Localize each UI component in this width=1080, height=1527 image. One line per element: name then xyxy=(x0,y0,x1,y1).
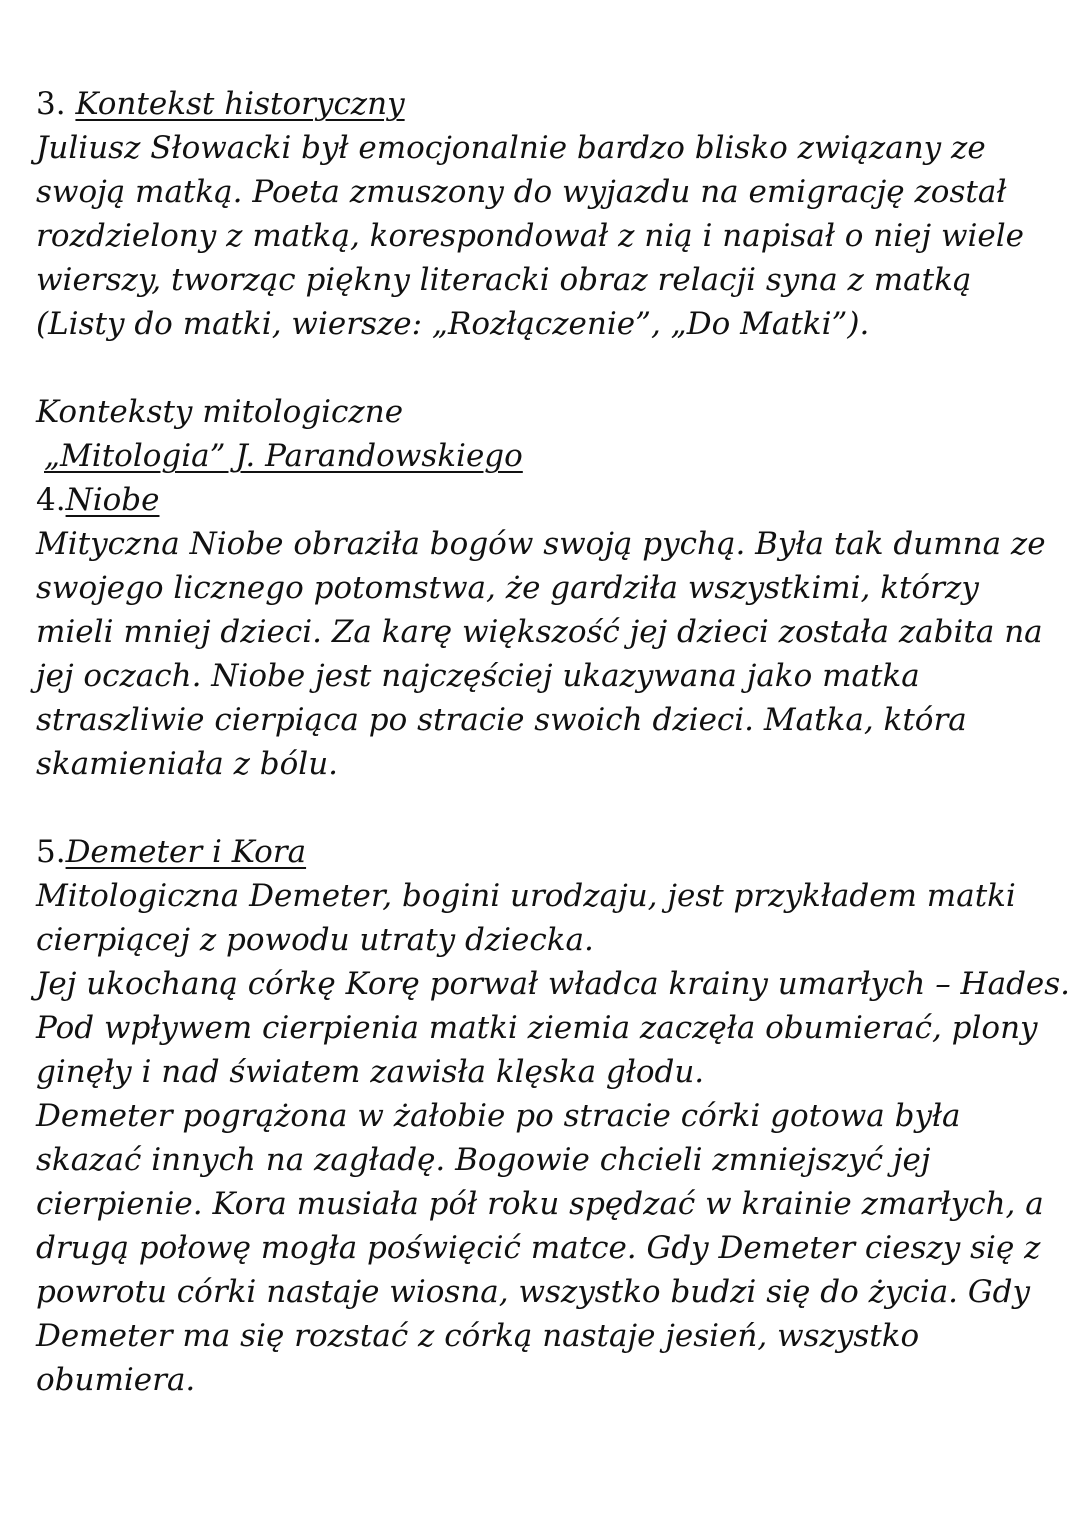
section-5-line: drugą połowę mogła poświęcić matce. Gdy Demeter cieszy się z xyxy=(36,1230,1041,1266)
paragraph-spacer xyxy=(36,346,1056,390)
section-3-body xyxy=(36,126,1056,346)
section-5-line: Demeter ma się rozstać z córką nastaje jesień, wszystko xyxy=(36,1318,920,1354)
section-3-line: rozdzielony z matką, korespondował z nią i napisał o niej wiele xyxy=(36,218,1025,254)
section-4-line: Mityczna Niobe obraziła bogów swoją pychą. Była tak dumna ze xyxy=(36,526,1046,562)
section-5-line: skazać innych na zagładę. Bogowie chcieli zmniejszyć jej xyxy=(36,1142,931,1178)
section-4-title: Niobe xyxy=(65,482,160,518)
section-3-number: 3. xyxy=(36,86,76,122)
section-5-line: Mitologiczna Demeter, bogini urodzaju, jest przykładem matki xyxy=(36,878,1016,914)
section-5-heading xyxy=(36,830,1056,874)
section-5-line: Jej ukochaną córkę Korę porwał władca krainy umarłych – Hades. xyxy=(36,966,1071,1002)
myth-source-title: „Mitologia” J. Parandowskiego xyxy=(44,438,523,474)
myth-contexts-heading: Konteksty mitologiczne xyxy=(36,394,404,430)
section-3-line: Juliusz Słowacki był emocjonalnie bardzo blisko związany ze xyxy=(36,130,986,166)
section-5-title: Demeter i Kora xyxy=(65,834,307,870)
section-5-body xyxy=(36,874,1071,1402)
section-4-line: skamieniała z bólu. xyxy=(36,746,339,782)
section-5-line: Demeter pogrążona w żałobie po stracie córki gotowa była xyxy=(36,1098,961,1134)
section-3-heading xyxy=(36,82,1056,126)
section-5-line: ginęły i nad światem zawisła klęska głodu. xyxy=(36,1054,705,1090)
section-4-line: straszliwie cierpiąca po stracie swoich dzieci. Matka, która xyxy=(36,702,967,738)
section-5-line: cierpienie. Kora musiała pół roku spędzać w krainie zmarłych, a xyxy=(36,1186,1044,1222)
section-4-heading xyxy=(36,478,1056,522)
myth-source-line xyxy=(36,434,1056,478)
section-3-line: swoją matką. Poeta zmuszony do wyjazdu na emigrację został xyxy=(36,174,1007,210)
paragraph-spacer xyxy=(36,786,1056,830)
section-5-line: cierpiącej z powodu utraty dziecka. xyxy=(36,922,594,958)
section-4-line: jej oczach. Niobe jest najczęściej ukazywana jako matka xyxy=(36,658,920,694)
section-4-line: mieli mniej dzieci. Za karę większość jej dzieci została zabita na xyxy=(36,614,1043,650)
document-page xyxy=(36,82,1071,1402)
section-4-body xyxy=(36,522,1056,786)
section-3-line: wierszy, tworząc piękny literacki obraz relacji syna z matką xyxy=(36,262,972,298)
section-4-number: 4. xyxy=(36,482,66,518)
section-5-line: Pod wpływem cierpienia matki ziemia zaczęła obumierać, plony xyxy=(36,1010,1038,1046)
section-3-line: (Listy do matki, wiersze: „Rozłączenie”, „Do Matki”). xyxy=(36,306,870,342)
section-4-line: swojego licznego potomstwa, że gardziła wszystkimi, którzy xyxy=(36,570,979,606)
section-5-line: powrotu córki nastaje wiosna, wszystko budzi się do życia. Gdy xyxy=(36,1274,1031,1310)
section-5-line: obumiera. xyxy=(36,1362,196,1398)
section-3-title: Kontekst historyczny xyxy=(75,86,405,122)
section-5-number: 5. xyxy=(36,834,66,870)
